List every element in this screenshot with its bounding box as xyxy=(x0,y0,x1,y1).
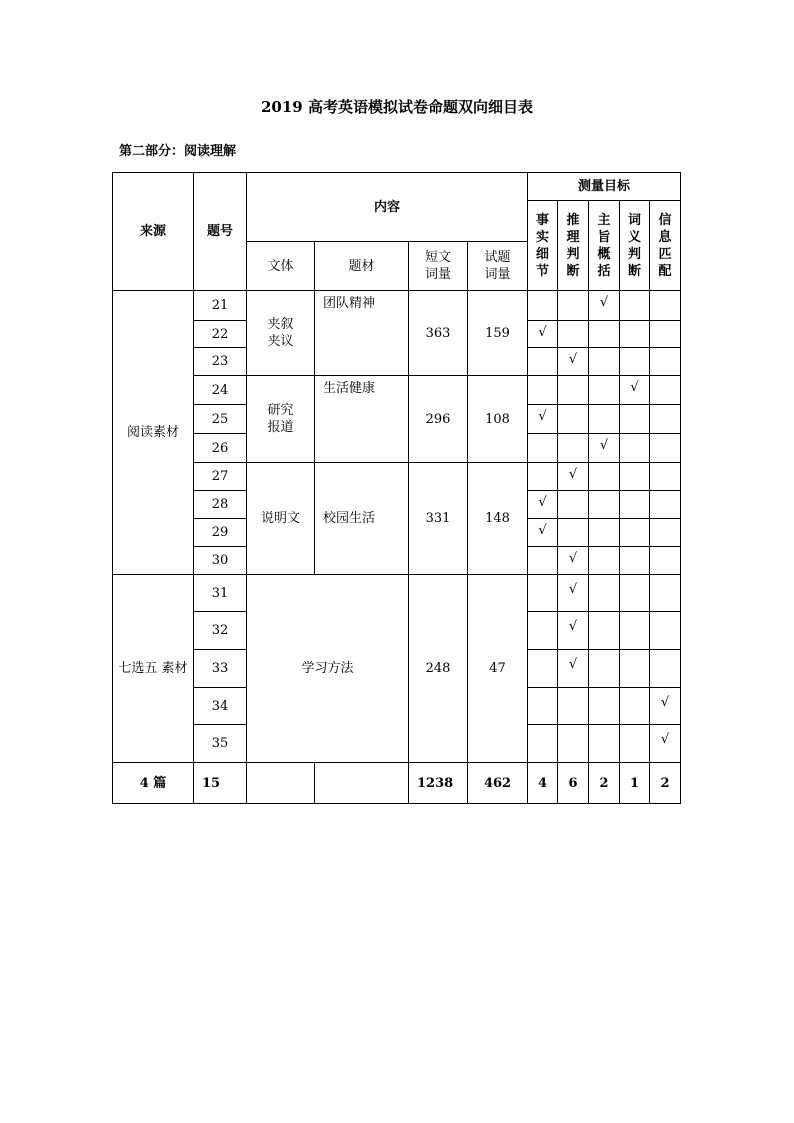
question-number: 33 xyxy=(194,650,247,688)
empty-cell xyxy=(620,463,650,491)
header-source: 来源 xyxy=(113,173,194,291)
header-goal: 信 息 匹 配 xyxy=(650,201,681,291)
question-words-cell: 159 xyxy=(468,291,528,376)
empty-cell xyxy=(528,650,558,688)
empty-cell xyxy=(650,463,681,491)
question-number: 21 xyxy=(194,291,247,321)
topic-cell: 校园生活 xyxy=(315,463,409,575)
question-number: 30 xyxy=(194,547,247,575)
empty-cell xyxy=(528,291,558,321)
empty-cell xyxy=(528,725,558,763)
empty-cell xyxy=(620,291,650,321)
empty-cell xyxy=(558,321,589,348)
question-number: 24 xyxy=(194,376,247,405)
check-mark: √ xyxy=(528,519,558,547)
empty-cell xyxy=(528,575,558,612)
empty-cell xyxy=(650,291,681,321)
check-mark: √ xyxy=(589,291,620,321)
empty-cell xyxy=(558,376,589,405)
check-mark: √ xyxy=(558,547,589,575)
topic-cell: 学习方法 xyxy=(247,575,409,763)
empty-cell xyxy=(650,405,681,434)
empty-cell xyxy=(589,405,620,434)
check-mark: √ xyxy=(589,434,620,463)
question-number: 31 xyxy=(194,575,247,612)
empty-cell xyxy=(650,547,681,575)
question-number: 35 xyxy=(194,725,247,763)
empty-cell xyxy=(589,321,620,348)
total-questions: 15 xyxy=(194,763,247,804)
empty-cell xyxy=(589,463,620,491)
header-passage-words: 短文 词量 xyxy=(409,242,468,291)
question-number: 29 xyxy=(194,519,247,547)
total-question-words: 462 xyxy=(468,763,528,804)
genre-cell: 说明文 xyxy=(247,463,315,575)
check-mark: √ xyxy=(558,650,589,688)
check-mark: √ xyxy=(558,612,589,650)
empty-cell xyxy=(620,491,650,519)
genre-cell: 研究 报道 xyxy=(247,376,315,463)
question-number: 22 xyxy=(194,321,247,348)
total-goal-count: 6 xyxy=(558,763,589,804)
header-content: 内容 xyxy=(247,173,528,242)
check-mark: √ xyxy=(650,688,681,725)
question-number: 25 xyxy=(194,405,247,434)
empty-cell xyxy=(528,463,558,491)
empty-cell xyxy=(558,519,589,547)
empty-cell xyxy=(650,519,681,547)
header-question-words: 试题 词量 xyxy=(468,242,528,291)
question-number: 26 xyxy=(194,434,247,463)
table-row xyxy=(113,463,681,491)
check-mark: √ xyxy=(528,491,558,519)
empty-cell xyxy=(650,575,681,612)
total-goal-count: 1 xyxy=(620,763,650,804)
table-row xyxy=(113,291,681,321)
topic-cell: 生活健康 xyxy=(315,376,409,463)
empty-cell xyxy=(558,688,589,725)
passage-words-cell: 296 xyxy=(409,376,468,463)
empty-cell xyxy=(315,763,409,804)
question-number: 28 xyxy=(194,491,247,519)
empty-cell xyxy=(589,688,620,725)
empty-cell xyxy=(558,725,589,763)
source-cell: 七选五 素材 xyxy=(113,575,194,763)
empty-cell xyxy=(589,348,620,376)
specification-table xyxy=(112,172,681,804)
empty-cell xyxy=(528,434,558,463)
passage-words-cell: 363 xyxy=(409,291,468,376)
check-mark: √ xyxy=(558,575,589,612)
header-measure: 测量目标 xyxy=(528,173,681,201)
empty-cell xyxy=(620,688,650,725)
empty-cell xyxy=(620,519,650,547)
header-goal: 词 义 判 断 xyxy=(620,201,650,291)
passage-words-cell: 248 xyxy=(409,575,468,763)
empty-cell xyxy=(558,434,589,463)
total-goal-count: 4 xyxy=(528,763,558,804)
empty-cell xyxy=(620,321,650,348)
question-words-cell: 108 xyxy=(468,376,528,463)
header-goal: 事 实 细 节 xyxy=(528,201,558,291)
source-cell: 阅读素材 xyxy=(113,291,194,575)
empty-cell xyxy=(650,348,681,376)
empty-cell xyxy=(558,491,589,519)
empty-cell xyxy=(620,650,650,688)
empty-cell xyxy=(620,434,650,463)
empty-cell xyxy=(620,612,650,650)
section-heading: 第二部分：阅读理解 xyxy=(119,144,237,159)
empty-cell xyxy=(650,612,681,650)
passage-words-cell: 331 xyxy=(409,463,468,575)
empty-cell xyxy=(589,612,620,650)
empty-cell xyxy=(650,491,681,519)
empty-cell xyxy=(528,547,558,575)
empty-cell xyxy=(620,348,650,376)
question-words-cell: 47 xyxy=(468,575,528,763)
question-number: 27 xyxy=(194,463,247,491)
empty-cell xyxy=(528,376,558,405)
empty-cell xyxy=(247,763,315,804)
document-title: 2019 高考英语模拟试卷命题双向细目表 xyxy=(261,98,533,116)
header-topic: 题材 xyxy=(315,242,409,291)
empty-cell xyxy=(620,405,650,434)
empty-cell xyxy=(528,348,558,376)
empty-cell xyxy=(589,725,620,763)
table-row xyxy=(113,376,681,405)
empty-cell xyxy=(528,688,558,725)
empty-cell xyxy=(589,376,620,405)
header-goal: 主 旨 概 括 xyxy=(589,201,620,291)
question-number: 34 xyxy=(194,688,247,725)
question-number: 23 xyxy=(194,348,247,376)
totals-row xyxy=(113,763,681,804)
check-mark: √ xyxy=(558,348,589,376)
empty-cell xyxy=(558,405,589,434)
total-goal-count: 2 xyxy=(589,763,620,804)
empty-cell xyxy=(558,291,589,321)
empty-cell xyxy=(528,612,558,650)
check-mark: √ xyxy=(528,405,558,434)
table-row xyxy=(113,575,681,612)
total-goal-count: 2 xyxy=(650,763,681,804)
empty-cell xyxy=(650,376,681,405)
empty-cell xyxy=(589,547,620,575)
genre-cell: 夹叙 夹议 xyxy=(247,291,315,376)
check-mark: √ xyxy=(558,463,589,491)
header-genre: 文体 xyxy=(247,242,315,291)
header-row xyxy=(113,173,681,201)
header-number: 题号 xyxy=(194,173,247,291)
empty-cell xyxy=(589,650,620,688)
header-goal: 推 理 判 断 xyxy=(558,201,589,291)
empty-cell xyxy=(650,321,681,348)
empty-cell xyxy=(589,575,620,612)
empty-cell xyxy=(620,575,650,612)
topic-cell: 团队精神 xyxy=(315,291,409,376)
question-words-cell: 148 xyxy=(468,463,528,575)
empty-cell xyxy=(589,519,620,547)
empty-cell xyxy=(620,725,650,763)
check-mark: √ xyxy=(620,376,650,405)
total-passages: 4 篇 xyxy=(113,763,194,804)
total-passage-words: 1238 xyxy=(409,763,468,804)
empty-cell xyxy=(650,434,681,463)
empty-cell xyxy=(620,547,650,575)
check-mark: √ xyxy=(650,725,681,763)
check-mark: √ xyxy=(528,321,558,348)
empty-cell xyxy=(589,491,620,519)
empty-cell xyxy=(650,650,681,688)
question-number: 32 xyxy=(194,612,247,650)
